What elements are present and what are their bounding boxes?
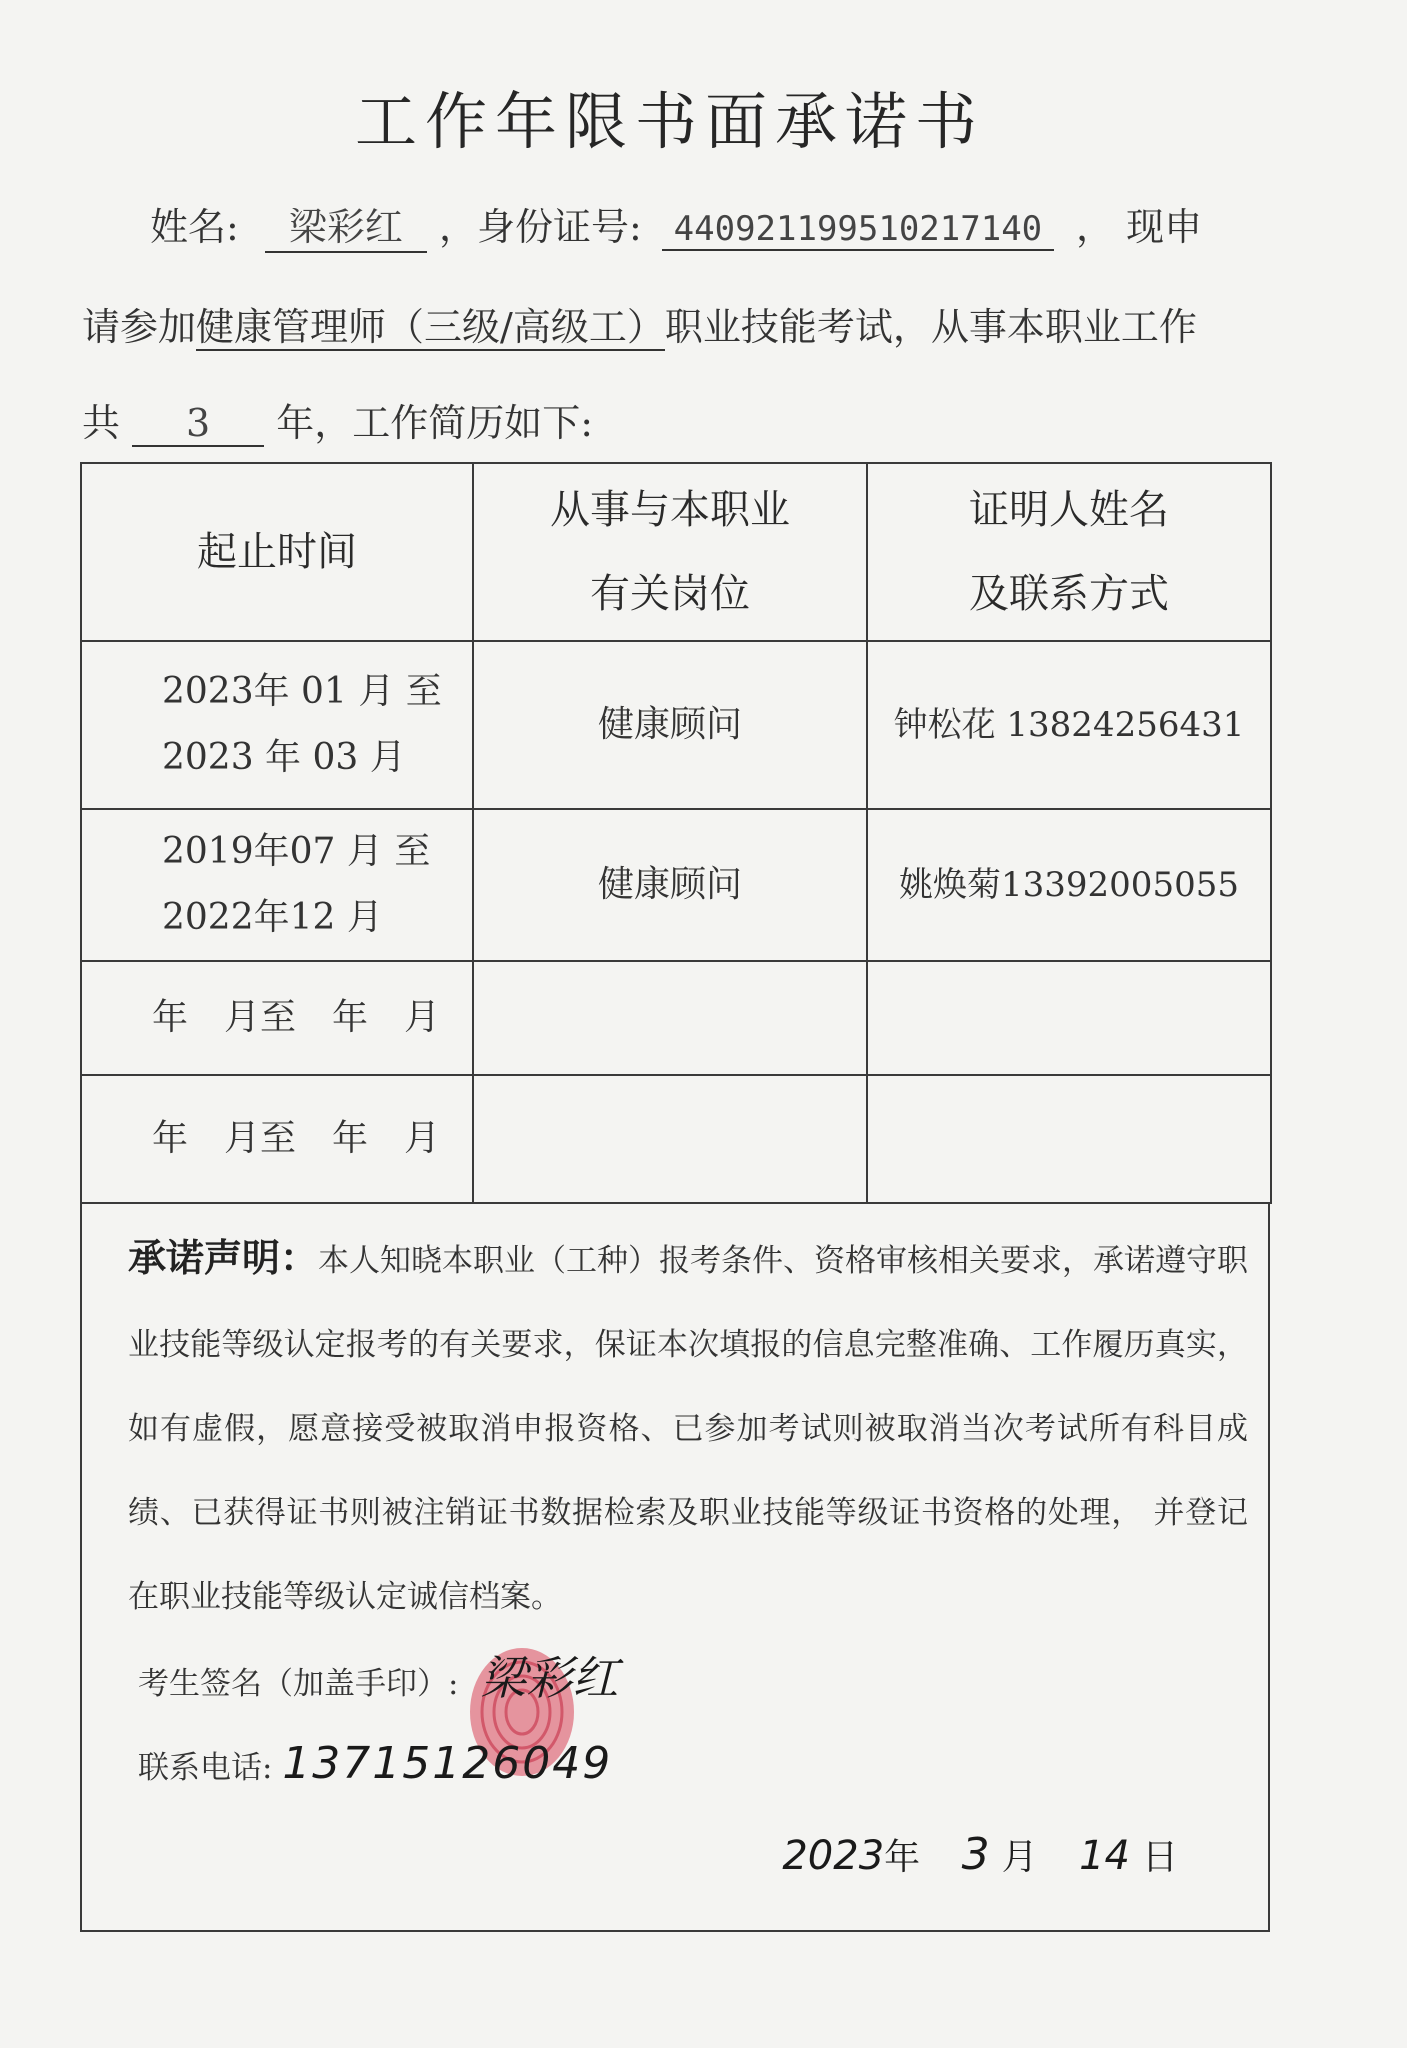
declaration-paragraph	[128, 1216, 1248, 1639]
date-day: 14	[1079, 1833, 1130, 1879]
date-month-unit: 月	[1001, 1837, 1038, 1878]
row1-to: 2023 年 03 月	[162, 737, 406, 778]
applicant-line-2	[82, 296, 1197, 351]
row1-time	[81, 641, 473, 809]
table-header-row	[81, 463, 1271, 641]
exam-name: 健康管理师（三级/高级工）	[196, 305, 665, 349]
years-suffix: 年，工作简历如下:	[276, 401, 594, 445]
phone-label: 联系电话:	[138, 1750, 273, 1786]
date-row	[782, 1829, 1178, 1880]
years-prefix: 共	[82, 401, 121, 445]
date-month: 3	[961, 1829, 990, 1880]
signature-label: 考生签名（加盖手印）:	[138, 1666, 459, 1702]
phone-handwritten: 13715126049	[282, 1738, 613, 1789]
row1-from: 2023年 01 月 至	[162, 671, 442, 712]
years-value: 3	[132, 401, 264, 447]
date-year-unit: 年	[884, 1837, 921, 1878]
row4-witness	[867, 1075, 1271, 1203]
row2-time	[81, 809, 473, 961]
row4-position	[473, 1075, 867, 1203]
declaration-box	[80, 1202, 1270, 1932]
id-label: ，身份证号:	[439, 205, 642, 249]
row3-position	[473, 961, 867, 1075]
name-value: 梁彩红	[265, 196, 427, 253]
date-day-unit: 日	[1141, 1837, 1178, 1878]
declaration-label: 承诺声明：	[128, 1236, 319, 1280]
signature-handwritten: 梁彩红	[480, 1651, 619, 1705]
table-row	[81, 961, 1271, 1075]
line2-prefix: 请参加	[82, 305, 197, 349]
row1-witness: 钟松花 13824256431	[867, 641, 1271, 809]
header-position-line1: 从事与本职业	[550, 487, 790, 533]
table-row	[81, 809, 1271, 961]
row2-position: 健康顾问	[473, 809, 867, 961]
row2-witness: 姚焕菊13392005055	[867, 809, 1271, 961]
header-witness-line1: 证明人姓名	[969, 487, 1169, 533]
name-label: 姓名:	[150, 205, 239, 249]
header-witness-line2: 及联系方式	[969, 571, 1169, 617]
date-year: 2023	[782, 1833, 885, 1879]
header-position-line2: 有关岗位	[590, 571, 750, 617]
row4-time: 年 月至 年 月	[81, 1075, 473, 1203]
header-witness	[867, 463, 1271, 641]
row2-to: 2022年12 月	[162, 897, 383, 938]
id-number-value: 440921199510217140	[662, 209, 1054, 251]
line1-suffix: ， 现申	[1076, 205, 1203, 249]
row2-from: 2019年07 月 至	[162, 831, 431, 872]
row1-position: 健康顾问	[473, 641, 867, 809]
line2-suffix: 职业技能考试，从事本职业工作	[664, 305, 1197, 349]
row3-time: 年 月至 年 月	[81, 961, 473, 1075]
table-row	[81, 641, 1271, 809]
work-history-table	[80, 462, 1272, 1204]
declaration-text: 本人知晓本职业（工种）报考条件、资格审核相关要求，承诺遵守职业技能等级认定报考的有关要求，保证本次填报的信息完整准确、工作履历真实，如有虚假，愿意接受被取消申报资格、已参加考试则被取消当次考试所有科目成绩、已获得证书则被注销证书数据检索及职业技能等级证书资格的处理， 并登记在职业技能等级认定诚信档案。	[128, 1243, 1249, 1615]
table-row	[81, 1075, 1271, 1203]
row3-witness	[867, 961, 1271, 1075]
header-time: 起止时间	[81, 463, 473, 641]
applicant-line-3	[82, 392, 593, 447]
phone-row	[138, 1738, 612, 1789]
page-title: 工作年限书面承诺书	[354, 85, 985, 158]
header-position	[473, 463, 867, 641]
applicant-line-1	[150, 196, 1202, 253]
signature-row	[138, 1642, 618, 1708]
